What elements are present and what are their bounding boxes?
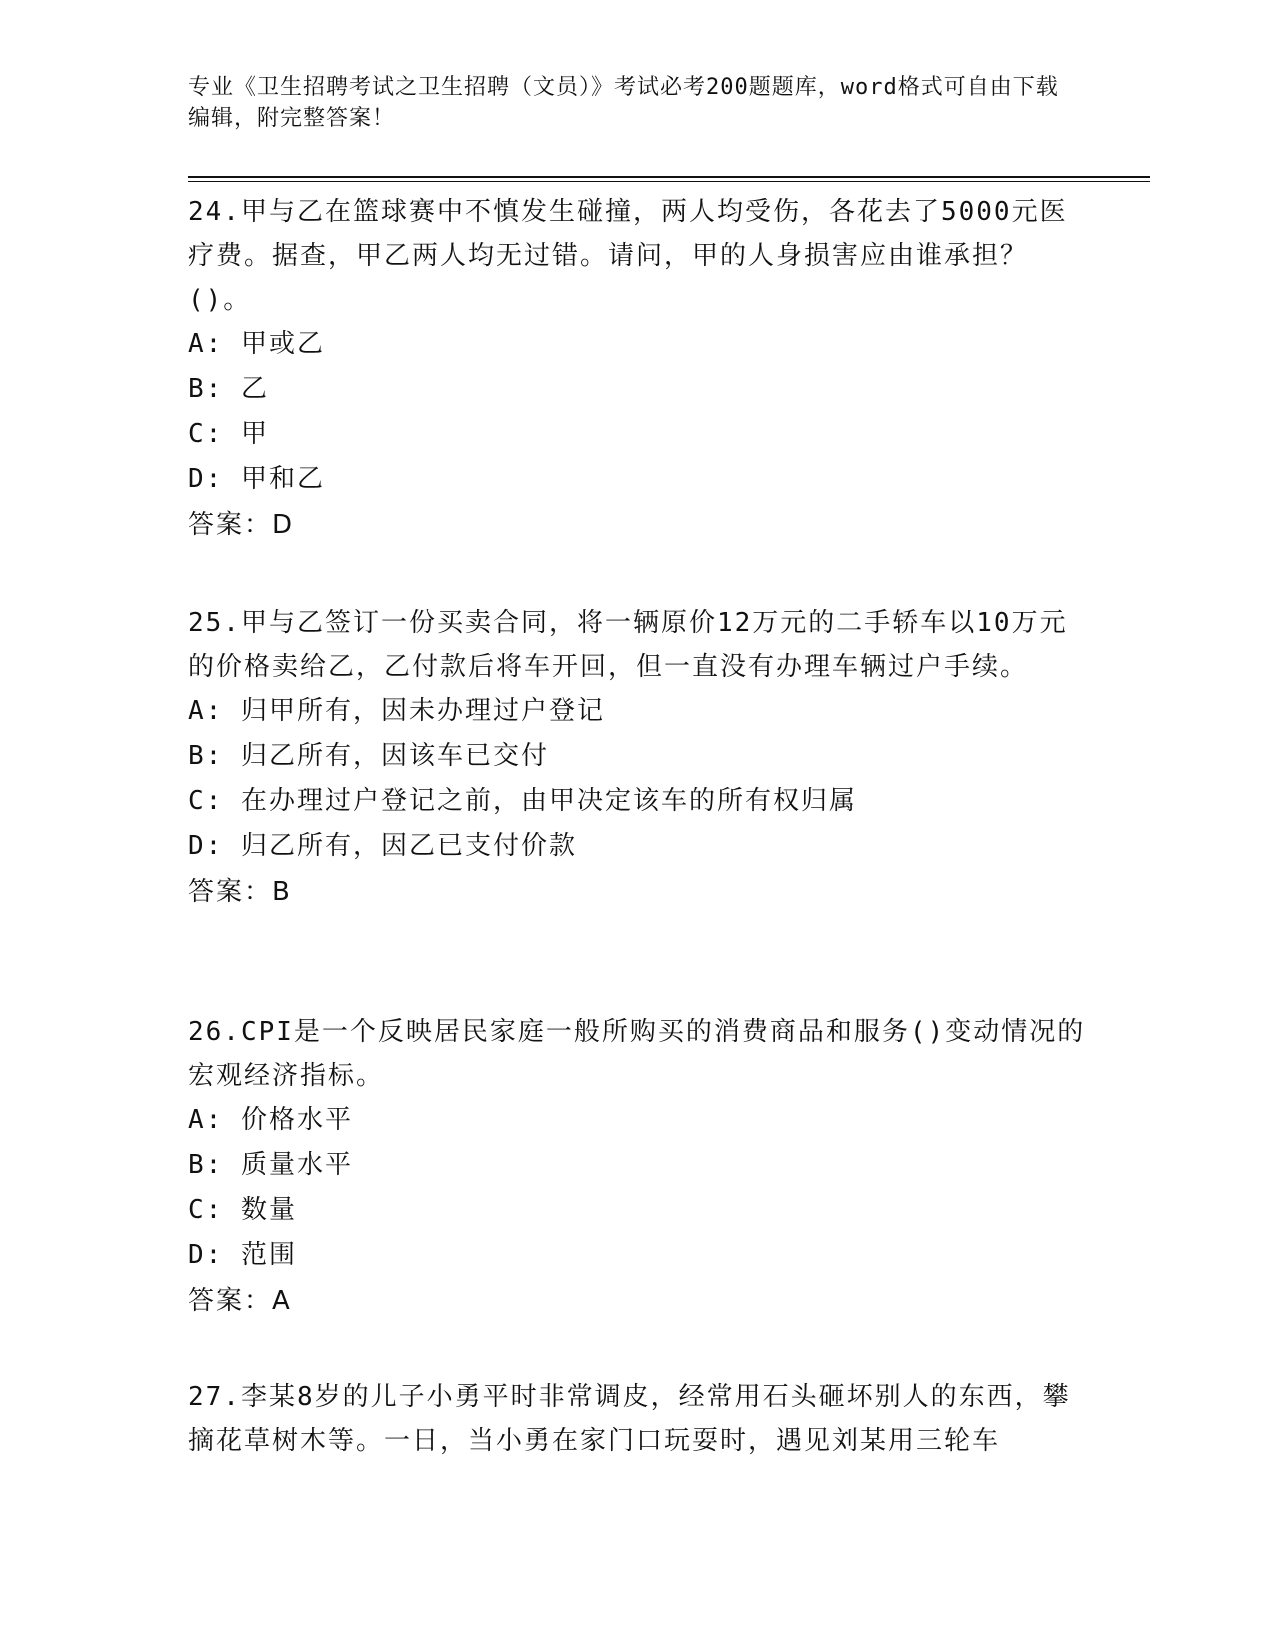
option-d: D: 归乙所有，因乙已支付价款 xyxy=(188,831,577,861)
option-a: A: 价格水平 xyxy=(188,1105,353,1135)
option-list xyxy=(188,1098,1088,1278)
option-b: B: 乙 xyxy=(188,374,269,404)
option-b: B: 质量水平 xyxy=(188,1150,353,1180)
question-24 xyxy=(188,190,1088,548)
question-stem: 26.CPI是一个反映居民家庭一般所购买的消费商品和服务()变动情况的宏观经济指标。 xyxy=(188,1017,1086,1091)
answer-label: 答案：A xyxy=(188,1286,292,1316)
question-26 xyxy=(188,1010,1088,1324)
header-divider-thin xyxy=(188,181,1150,182)
option-list xyxy=(188,322,1088,502)
option-c: C: 数量 xyxy=(188,1195,297,1225)
question-stem: 27.李某8岁的儿子小勇平时非常调皮，经常用石头砸坏别人的东西，攀摘花草树木等。一日，当小勇在家门口玩耍时，遇见刘某用三轮车 xyxy=(188,1382,1071,1456)
option-list xyxy=(188,689,1088,869)
option-a: A: 归甲所有，因未办理过户登记 xyxy=(188,696,605,726)
answer-label: 答案：D xyxy=(188,510,295,540)
option-c: C: 甲 xyxy=(188,419,269,449)
option-d: D: 范围 xyxy=(188,1240,297,1270)
question-25 xyxy=(188,601,1088,915)
header-divider-thick xyxy=(188,176,1150,178)
answer-label: 答案：B xyxy=(188,877,292,907)
option-a: A: 甲或乙 xyxy=(188,329,325,359)
question-stem: 24.甲与乙在篮球赛中不慎发生碰撞，两人均受伤，各花去了5000元医疗费。据查，甲乙两人均无过错。请问，甲的人身损害应由谁承担？()。 xyxy=(188,197,1068,315)
question-27 xyxy=(188,1375,1088,1463)
question-stem: 25.甲与乙签订一份买卖合同，将一辆原价12万元的二手轿车以10万元的价格卖给乙，乙付款后将车开回，但一直没有办理车辆过户手续。 xyxy=(188,608,1068,682)
option-c: C: 在办理过户登记之前，由甲决定该车的所有权归属 xyxy=(188,786,857,816)
option-b: B: 归乙所有，因该车已交付 xyxy=(188,741,549,771)
document-header: 专业《卫生招聘考试之卫生招聘（文员）》考试必考200题题库，word格式可自由下载编辑，附完整答案！ xyxy=(188,75,1059,131)
option-d: D: 甲和乙 xyxy=(188,464,325,494)
